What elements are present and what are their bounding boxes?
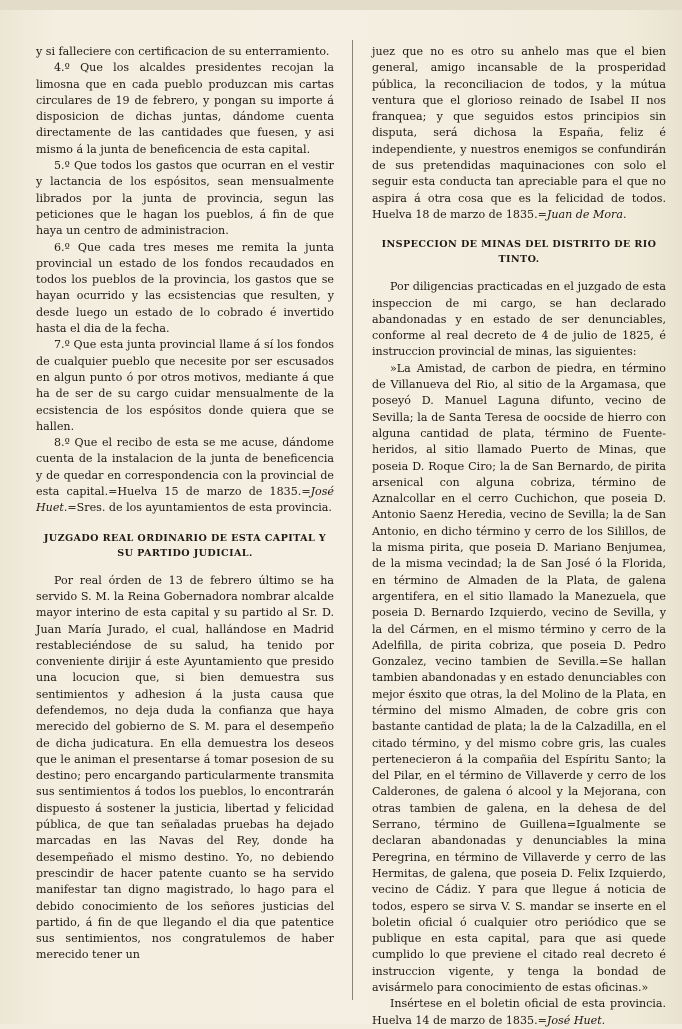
section-heading: INSPECCION DE MINAS DEL DISTRITO DE RIO TINTO. [381, 239, 657, 266]
paragraph: 5.º Que todos los gastos que ocurran en el vestir y lactancia de los espósitos, sean mensualmente librados por la junta de provincia, segun las peticiones que le hagan los pueblos, á fin de que haya un centro de administracion. [36, 159, 334, 238]
paragraph-text: 8.º Que el recibo de esta se me acuse, dándome cuenta de la instalacion de la junta de beneficencia y de quedar en correspondencia con la provincial de esta capital.=Huelva 15 de marzo de 1835.= [36, 436, 334, 499]
signature: José Huet. [36, 485, 334, 515]
paragraph: 4.º Que los alcaldes presidentes recojan la limosna que en cada pueblo produzcan mis cartas circulares de 19 de febrero, y pongan su importe á disposicion de dichas juntas, dándome cuenta directamente de las cantidades que fuesen, y asi mismo á la junta de beneficencia de esta capital. [36, 61, 334, 156]
signature: Juan de Mora. [546, 207, 627, 221]
paragraph: Por real órden de 13 de febrero último se ha servido S. M. la Reina Gobernadora nombrar alcalde mayor interino de esta capital y su partido al Sr. D. Juan María Jurado, el cual, hallándose en Madrid restableciéndose de su salud, ha tenido por conveniente dirijir á este Ayuntamiento que presido una locucion que, si bien demuestra sus sentimientos y adhesion á la justa causa que defendemos, no deja duda la confianza que haya merecido del gobierno de S. M. para el desempeño de dicha judicatura. En ella demuestra los deseos que le animan el presentarse á tomar posesion de su destino; pero encargando particularmente transmita sus sentimientos á todos los pueblos, lo encontrarán dispuesto á sostener la justicia, libertad y felicidad pública, de que tan señaladas pruebas ha dejado marcadas en las Navas del Rey, donde ha desempeñado el mismo destino. Yo, no debiendo prescindir de hacer patente cuanto se ha servido manifestar tan digno magistrado, lo hago para el debido conocimiento de los señores justicias del partido, á fin de que llegando el dia que patentice sus sentimientos, nos congratulemos de haber merecido tener un [36, 573, 334, 962]
signature: José Huet. [546, 1013, 606, 1027]
paragraph: y si falleciere con certificacion de su enterramiento. [36, 45, 330, 58]
left-column [36, 44, 334, 964]
paragraph [372, 44, 666, 223]
paragraph: »La Amistad, de carbon de piedra, en término de Villanueva del Rio, al sitio de la Argamasa, que poseyó D. Manuel Laguna difunto, vecino de Sevilla; la de Santa Teresa de oocside de hierro con alguna cantidad de plata, término de Fuente-heridos, al sitio llamado Puerto de Minas, que poseia D. Roque Ciro; la de San Bernardo, de pirita arsenical con alguna cobriza, término de Aznalcollar en el cerro Cuchichon, que poseia D. Antonio Saenz Heredia, vecino de Sevilla; la de San Antonio, en dicho término y cerro de los Silillos, de la misma pirita, que poseia D. Mariano Benjumea, de la misma vecindad; la de San José ó la Florida, en término de Almaden de la Plata, de galena argentifera, en el sitio llamado la Manezuela, que poseia D. Bernardo Izquierdo, vecino de Sevilla, y la del Cármen, en el mismo término y cerro de la Adelfilla, de pirita cobriza, que poseia D. Pedro Gonzalez, vecino tambien de Sevilla.=Se hallan tambien abandonadas y en estado denunciables con mejor ésxito que otras, la del Molino de la Plata, en término del mismo Almaden, de cobre gris con bastante cantidad de plata; la de la Calzadilla, en el citado término, y del mismo cobre gris, las cuales pertenecieron á la compañia del Espíritu Santo; la del Pilar, en el término de Villaverde y cerro de los Calderones, de galena ó alcool y la Mejorana, con otras tambien de galena, en la dehesa de del Serrano, término de Guillena=Igualmente se declaran abandonadas y denunciables la mina Peregrina, en término de Villaverde y cerro de las Hermitas, de galena, que poseia D. Felix Izquierdo, vecino de Cádiz. Y para que llegue á noticia de todos, espero se sirva V. S. mandar se inserte en el boletin oficial ó cualquier otro periódico que se publique en esta capital, para que asi quede cumplido lo que previene el citado real decreto é instruccion vigente, y tenga la bondad de avisármelo para conocimiento de estas oficinas.» [372, 361, 666, 995]
section-heading: JUZGADO REAL ORDINARIO DE ESTA CAPITAL Y SU PARTIDO JUDICIAL. [43, 532, 327, 559]
paragraph-text: =Sres. de los ayuntamientos de esta provincia. [67, 501, 332, 515]
paragraph: 7.º Que esta junta provincial llame á sí los fondos de cualquier pueblo que necesite por ser escusados en algun punto ó por otros motivos, mediante á que ha de ser de su cargo cuidar mensualmente de la ecsistencia de los espósitos donde quiera que se hallen. [36, 338, 334, 433]
right-column [372, 44, 666, 1029]
paragraph: 6.º Que cada tres meses me remita la junta provincial un estado de los fondos recaudados en todos los pueblos de la provincia, los gastos que se hayan ocurrido y las ecsistencias que resulten, y desde luego un estado de lo cobrado é invertido hasta el dia de la fecha. [36, 240, 334, 336]
paragraph [372, 996, 666, 1029]
paragraph-text: Insértese en el boletin oficial de esta provincia. Huelva 14 de marzo de 1835.= [372, 997, 666, 1027]
paragraph [36, 435, 334, 516]
paragraph-text: juez que no es otro su anhelo mas que el bien general, amigo incansable de la prosperidad pública, la reconciliacion de todos, y la mútua ventura que el glorioso reinado de Isabel II nos franquea; y que seguidos estos principios sin disputa, será dichosa la España, feliz é independiente, y nuestros enemigos se confundirán de sus pretendidas maquinaciones con solo el seguir esta conducta tan apreciable para el que no aspira á otra cosa que es la felicidad de todos. Huelva 18 de marzo de 1835.= [372, 45, 666, 221]
paragraph: Por diligencias practicadas en el juzgado de esta inspeccion de mi cargo, se han declarado abandonadas y en estado de ser denunciables, conforme al real decreto de 4 de julio de 1825, é instruccion provincial de minas, las siguientes: [372, 280, 666, 359]
column-divider [352, 40, 353, 1000]
page-top-edge [0, 0, 682, 10]
